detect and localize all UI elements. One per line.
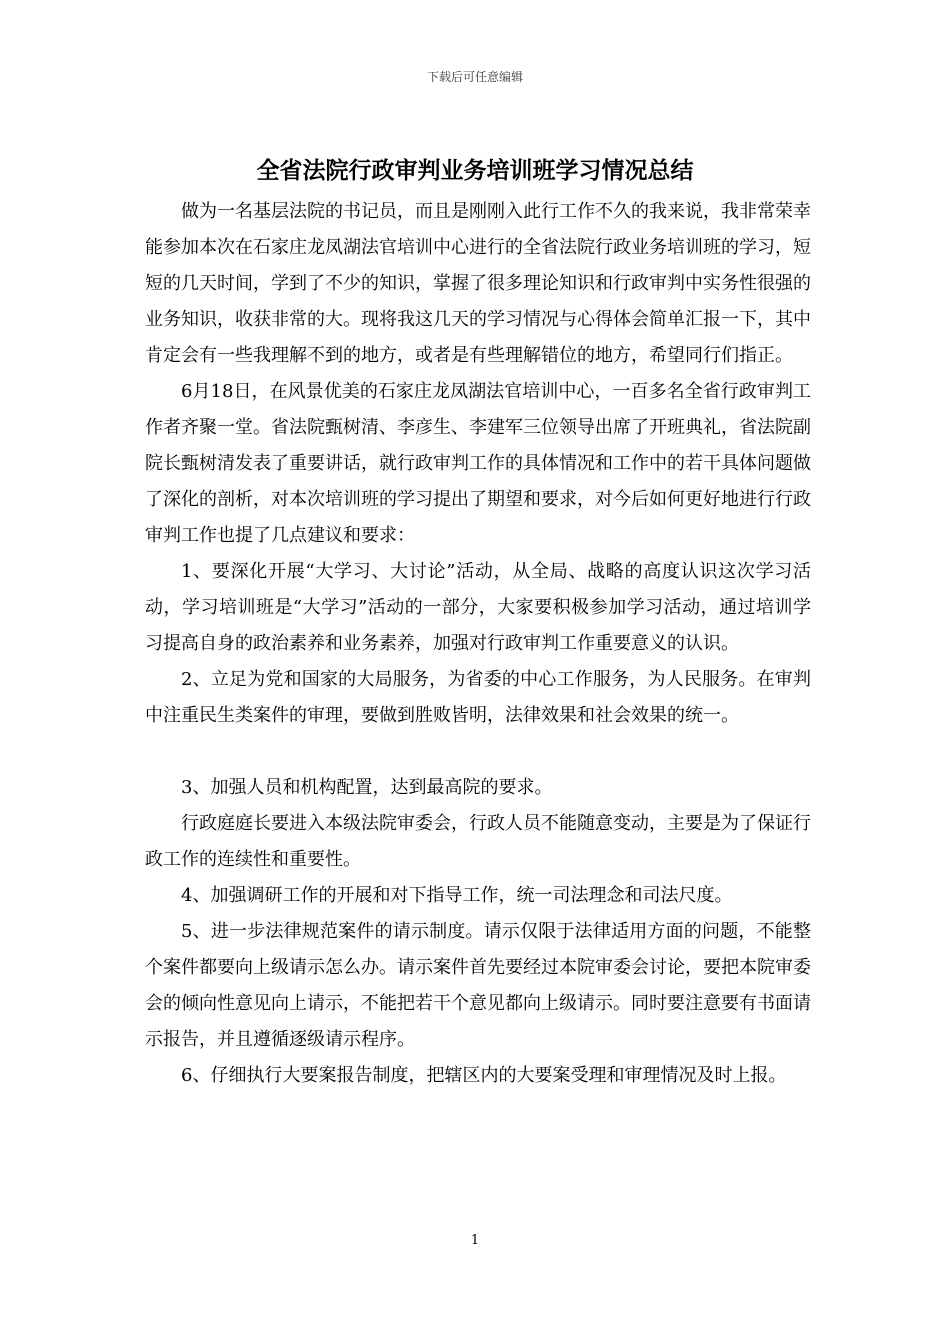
paragraph-point-3-detail: 行政庭庭长要进入本级法院审委会，行政人员不能随意变动，主要是为了保证行政工作的连续性和重要性。 [145, 813, 811, 870]
paragraph-point-4: 4、加强调研工作的开展和对下指导工作，统一司法理念和司法尺度。 [181, 885, 733, 906]
paragraph-point-3: 3、加强人员和机构配置，达到最高院的要求。 [181, 777, 553, 798]
paragraph-point-2: 2、立足为党和国家的大局服务，为省委的中心工作服务，为人民服务。在审判中注重民生类案件的审理，要做到胜败皆明，法律效果和社会效果的统一。 [145, 669, 811, 726]
paragraph-point-1: 1、要深化开展“大学习、大讨论”活动，从全局、战略的高度认识这次学习活动，学习培训班是“大学习”活动的一部分，大家要积极参加学习活动，通过培训学习提高自身的政治素养和业务素养，加强对行政审判工作重要意义的认识。 [145, 561, 811, 654]
paragraph-opening-ceremony: 6月18日，在风景优美的石家庄龙凤湖法官培训中心，一百多名全省行政审判工作者齐聚一堂。省法院甄树清、李彦生、李建军三位领导出席了开班典礼，省法院副院长甄树清发表了重要讲话，就行政审判工作的具体情况和工作中的若干具体问题做了深化的剖析，对本次培训班的学习提出了期望和要求，对今后如何更好地进行行政审判工作也提了几点建议和要求： [145, 381, 811, 546]
paragraph-intro: 做为一名基层法院的书记员，而且是刚刚入此行工作不久的我来说，我非常荣幸能参加本次在石家庄龙凤湖法官培训中心进行的全省法院行政业务培训班的学习，短短的几天时间，学到了不少的知识，掌握了很多理论知识和行政审判中实务性很强的业务知识，收获非常的大。现将我这几天的学习情况与心得体会简单汇报一下，其中肯定会有一些我理解不到的地方，或者是有些理解错位的地方，希望同行们指正。 [145, 201, 811, 366]
header-note: 下载后可任意编辑 [426, 70, 523, 84]
paragraph-point-6: 6、仔细执行大要案报告制度，把辖区内的大要案受理和审理情况及时上报。 [181, 1065, 787, 1086]
document-body [145, 194, 811, 1094]
page-number: 1 [470, 1233, 480, 1248]
document-title: 全省法院行政审判业务培训班学习情况总结 [256, 158, 694, 184]
paragraph-point-5: 5、进一步法律规范案件的请示制度。请示仅限于法律适用方面的问题，不能整个案件都要向上级请示怎么办。请示案件首先要经过本院审委会讨论，要把本院审委会的倾向性意见向上请示，不能把若干个意见都向上级请示。同时要注意要有书面请示报告，并且遵循逐级请示程序。 [145, 921, 811, 1050]
